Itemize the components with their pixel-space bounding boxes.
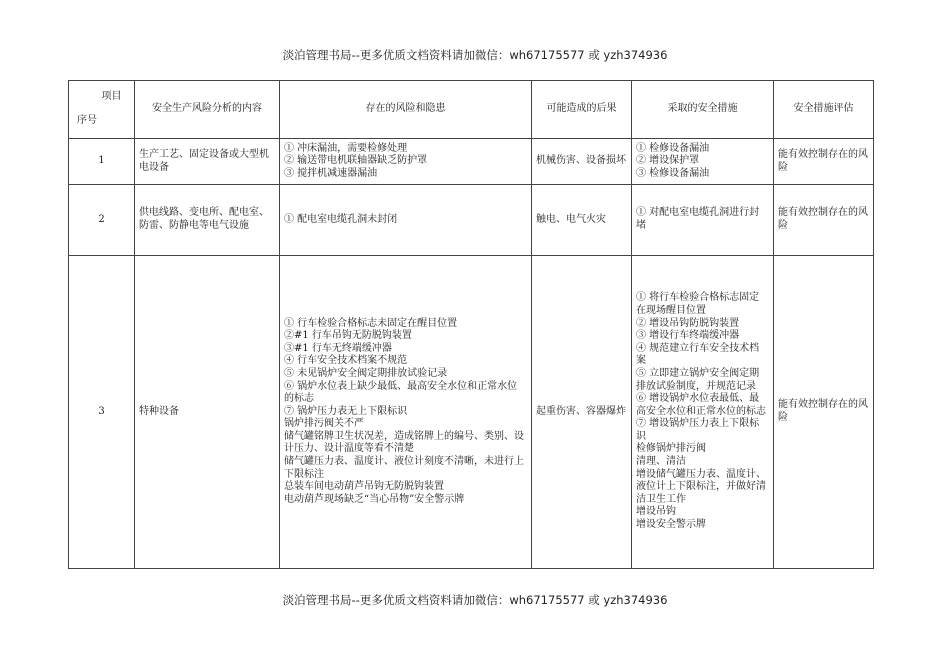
- measure-item: 增设吊钩: [636, 506, 676, 518]
- measure-item: ④ 规范建立行车安全技术档案: [636, 342, 760, 367]
- footer-banner: 淡泊管理书局--更多优质文档资料请加微信：wh67175577 或 yzh374936: [282, 593, 668, 607]
- row-number: 2: [69, 185, 135, 256]
- risk-item: ②#1 行车吊钩无防脱钩装置: [284, 330, 412, 342]
- risk-item: ⑦ 锅炉压力表无上下限标识: [284, 405, 408, 417]
- header-content: 安全生产风险分析的内容: [135, 81, 280, 139]
- measure-item: ③ 增设行车终端缓冲器: [636, 330, 740, 342]
- header-item-number: [69, 81, 135, 139]
- header-consequences: 可能造成的后果: [532, 81, 632, 139]
- row-content: 供电线路、变电所、配电室、防雷、防静电等电气设施: [135, 185, 280, 256]
- risk-item: 锅炉排污阀关不严: [284, 418, 364, 430]
- row-consequences: 起重伤害、容器爆炸: [532, 256, 632, 569]
- risk-item: ③ 搅拌机减速器漏油: [284, 167, 378, 179]
- header-risks: 存在的风险和隐患: [280, 81, 532, 139]
- row-number: 3: [69, 256, 135, 569]
- measure-item: ⑤ 立即建立锅炉安全阀定期排放试验制度，并规范记录: [636, 367, 760, 392]
- header-item-line2: 序号: [77, 115, 97, 126]
- risk-item: 储气罐铭牌卫生状况差，造成铭牌上的编号、类别、设计压力、设计温度等看不清楚: [284, 430, 524, 455]
- row-evaluation: 能有效控制存在的风险: [774, 256, 874, 569]
- risk-analysis-table: [68, 80, 874, 569]
- measure-item: 清理、清洁: [636, 456, 686, 468]
- risk-item: ⑤ 未见锅炉安全阀定期排放试验记录: [284, 367, 448, 379]
- row-consequences: 触电、电气火灾: [532, 185, 632, 256]
- table-header-row: [69, 81, 874, 139]
- header-item-line1: 项目: [101, 91, 122, 103]
- row-risks: [280, 139, 532, 185]
- row-evaluation: 能有效控制存在的风险: [774, 139, 874, 185]
- header-banner: 淡泊管理书局--更多优质文档资料请加微信：wh67175577 或 yzh374936: [282, 48, 668, 62]
- measure-item: ② 增设保护罩: [636, 155, 700, 167]
- table-row: [69, 139, 874, 185]
- row-content: 特种设备: [135, 256, 280, 569]
- risk-item: 储气罐压力表、温度计、液位计刻度不清晰，未进行上下限标注: [284, 456, 524, 480]
- row-evaluation: 能有效控制存在的风险: [774, 185, 874, 256]
- risk-item: ③#1 行车无终端缓冲器: [284, 342, 392, 354]
- measure-item: ① 检修设备漏油: [636, 142, 710, 154]
- measure-item: 检修锅炉排污阀: [636, 443, 706, 455]
- measure-item: 增设安全警示牌: [636, 519, 706, 531]
- measure-item: ③ 检修设备漏油: [636, 167, 710, 179]
- risk-item: 总装车间电动葫芦吊钩无防脱钩装置: [284, 481, 444, 493]
- risk-item: ① 冲床漏油，需要检修处理: [284, 142, 408, 154]
- row-consequences: 机械伤害、设备损坏: [532, 139, 632, 185]
- row-measures: [632, 139, 774, 185]
- row-measures: [632, 185, 774, 256]
- row-content: 生产工艺、固定设备或大型机电设备: [135, 139, 280, 185]
- row-measures: [632, 256, 774, 569]
- table-row: [69, 185, 874, 256]
- row-number: 1: [69, 139, 135, 185]
- risk-item: ① 行车检验合格标志未固定在醒目位置: [284, 317, 458, 329]
- measure-item: ① 将行车检验合格标志固定在现场醒目位置: [636, 292, 760, 316]
- risk-item: ② 输送带电机联轴器缺乏防护罩: [284, 155, 428, 167]
- header-measures: 采取的安全措施: [632, 81, 774, 139]
- risk-item: ① 配电室电缆孔洞未封闭: [284, 213, 398, 225]
- risk-item: 电动葫芦现场缺乏“当心吊物”安全警示牌: [284, 493, 465, 505]
- table-row: [69, 256, 874, 569]
- risk-item: ⑥ 锅炉水位表上缺少最低、最高安全水位和正常水位的标志: [284, 380, 518, 405]
- row-risks: [280, 256, 532, 569]
- measure-item: ① 对配电室电缆孔洞进行封堵: [636, 207, 760, 231]
- row-risks: [280, 185, 532, 256]
- measure-item: 增设储气罐压力表、温度计、液位计上下限标注，并做好清洁卫生工作: [636, 468, 766, 505]
- measure-item: ⑦ 增设锅炉压力表上下限标识: [636, 418, 760, 442]
- risk-item: ④ 行车安全技术档案不规范: [284, 355, 408, 367]
- measure-item: ⑥ 增设锅炉水位表最低、最高安全水位和正常水位的标志: [636, 393, 766, 417]
- header-evaluation: 安全措施评估: [774, 81, 874, 139]
- measure-item: ② 增设吊钩防脱钩装置: [636, 317, 740, 329]
